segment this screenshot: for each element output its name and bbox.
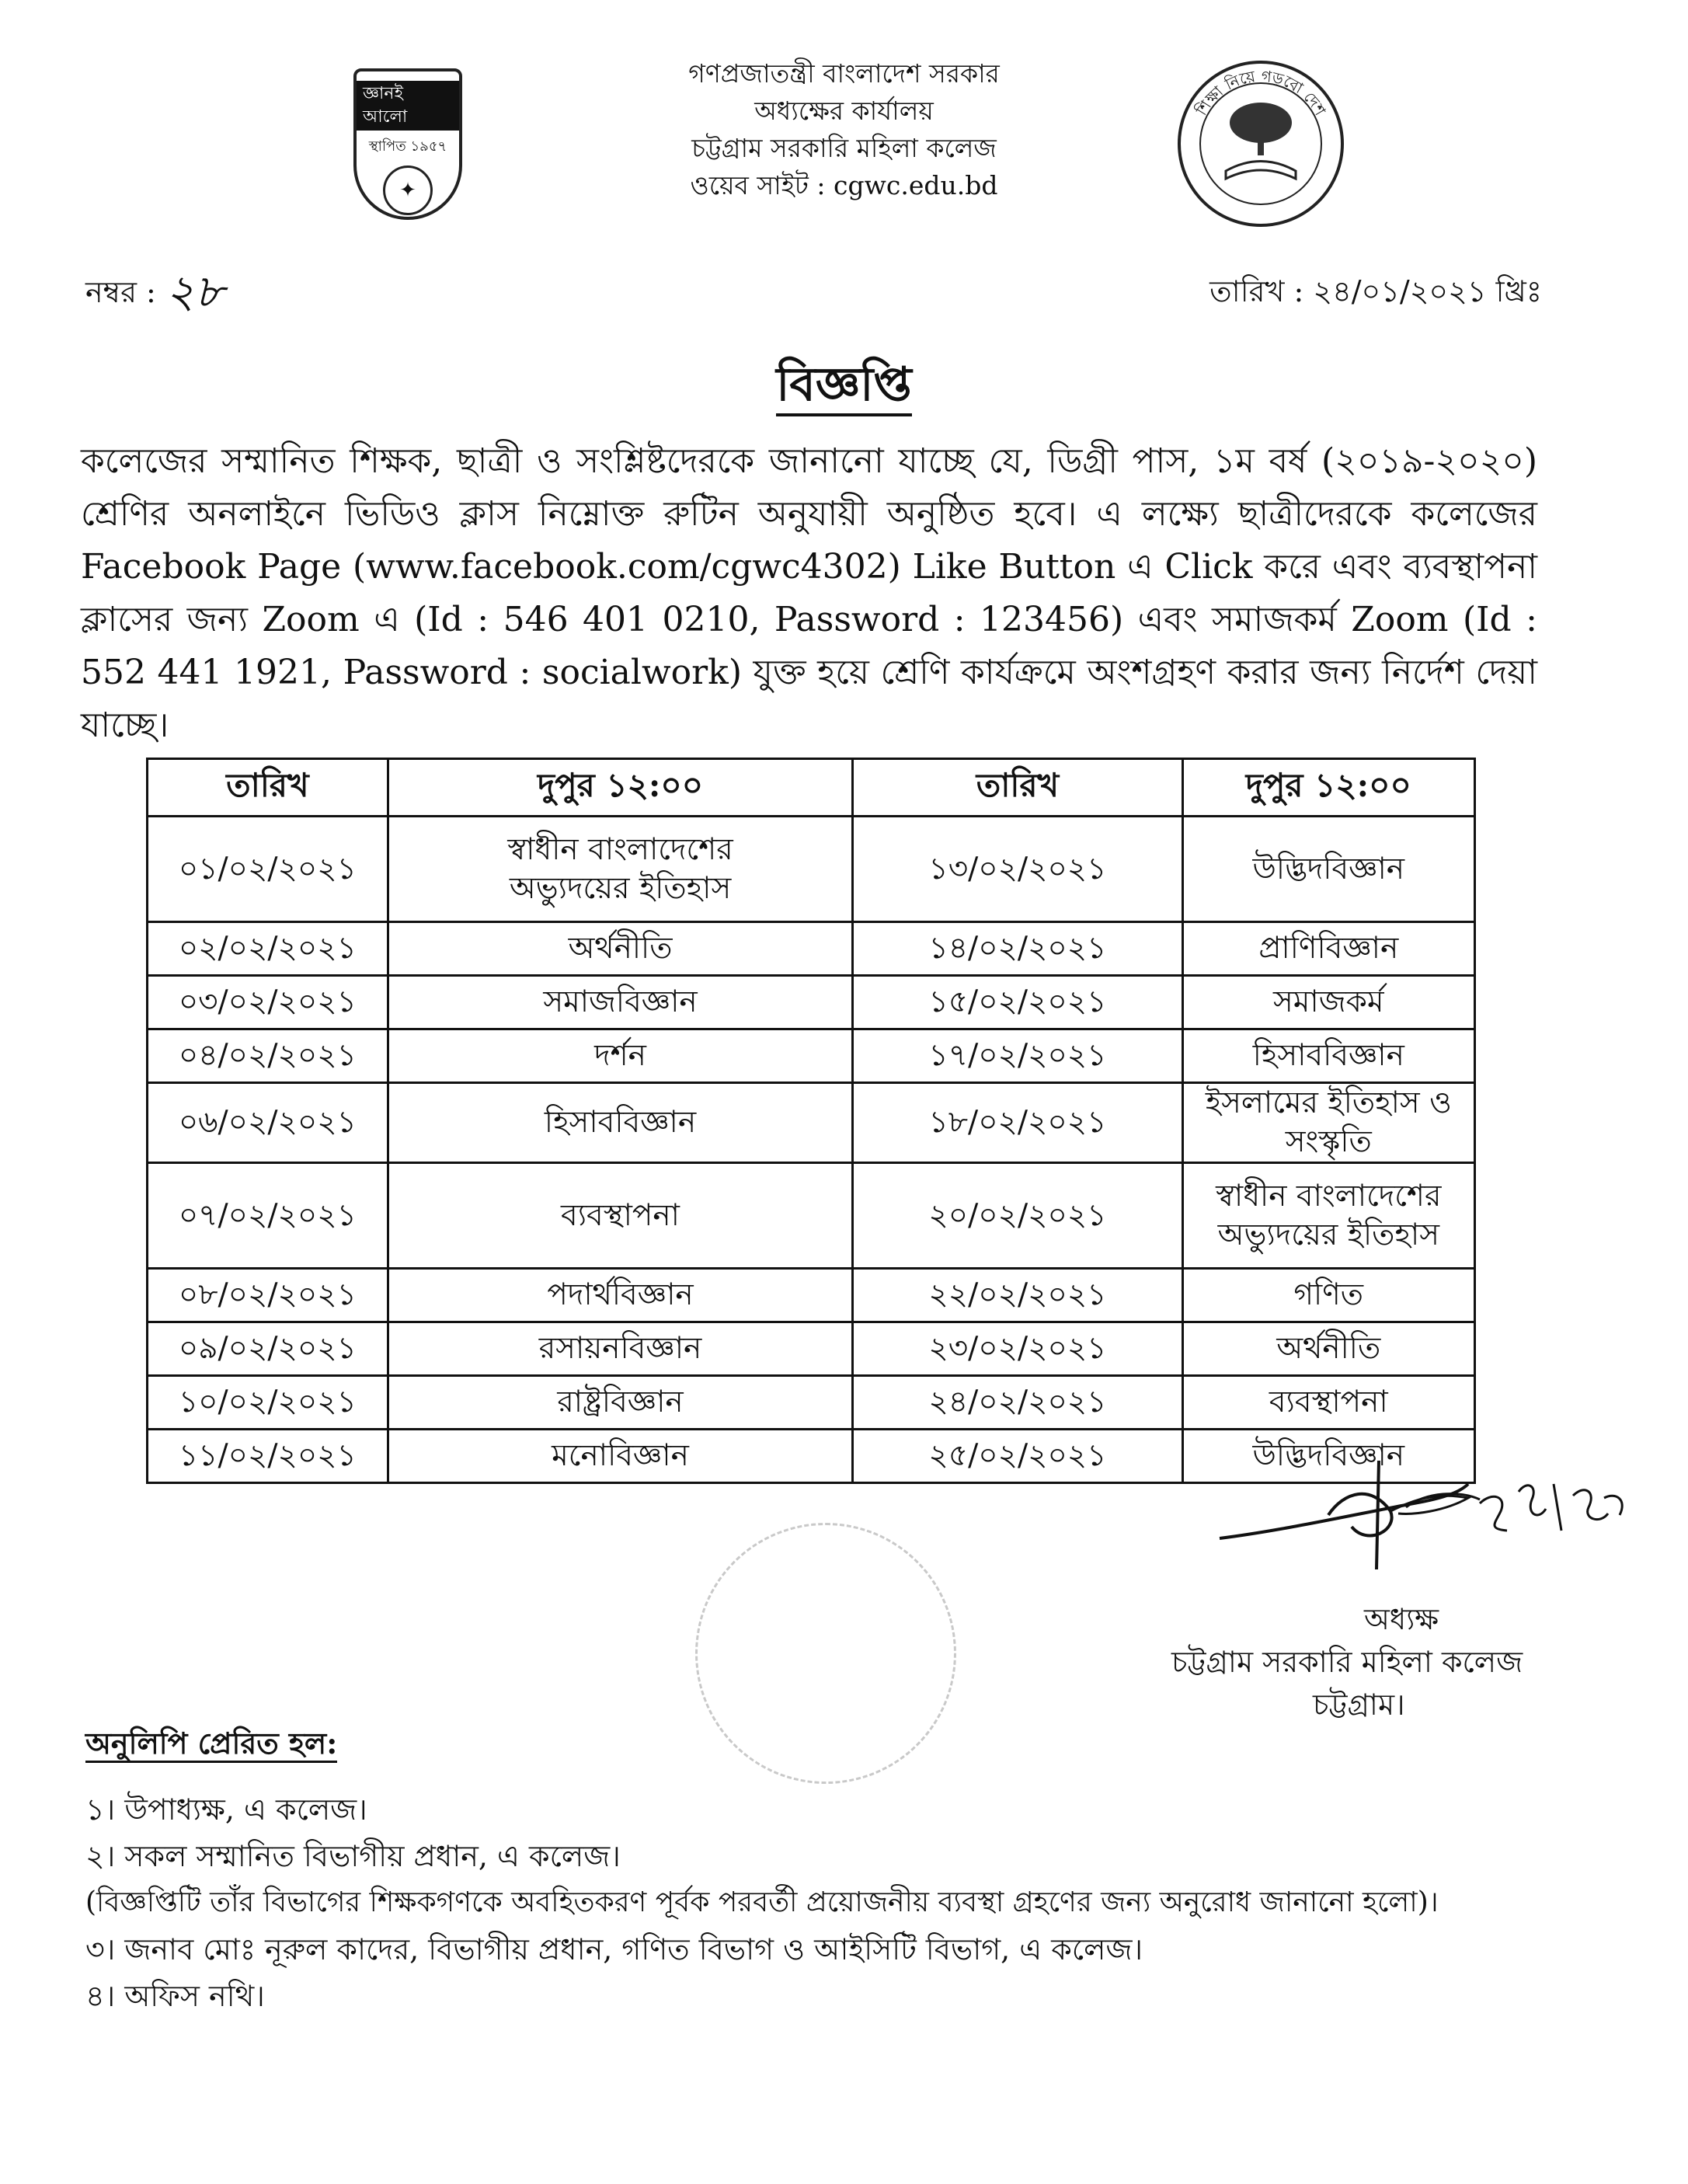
- date-cell-2-text: ২০/০২/২০২১: [928, 1197, 1107, 1233]
- date-cell-2-text: ১৫/০২/২০২১: [928, 984, 1107, 1019]
- memo-number-value: ২৮: [165, 265, 224, 318]
- subject-cell-1: [388, 1029, 853, 1083]
- subject-cell-1-text: রাষ্ট্রবিজ্ঞান: [557, 1385, 684, 1419]
- date-cell-2-text: ১৪/০২/২০২১: [928, 931, 1107, 966]
- column-header-time-2: দুপুর ১২:০০: [1182, 759, 1474, 817]
- crest-emblem-icon: ✦: [383, 165, 433, 215]
- subject-cell-2: [1182, 922, 1474, 976]
- subject-cell-1-text: পদার্থবিজ্ঞান: [547, 1277, 694, 1312]
- notice-body-paragraph: কলেজের সম্মানিত শিক্ষক, ছাত্রী ও সংশ্লিষ্টদেরকে জানানো যাচ্ছে যে, ডিগ্রী পাস, ১ম বর্ষ (২০১৯-২০২০) শ্রেণির অনলাইনে ভিডিও ক্লাস নিম্নোক্ত রুটিন অনুযায়ী অনুষ্ঠিত হবে। এ লক্ষ্যে ছাত্রীদেরকে কলেজের Facebook Page (www.facebook.com/cgwc4302) Like Button এ Click করে এবং ব্যবস্থাপনা ক্লাসের জন্য Zoom এ (Id : 546 401 0210, Password : 123456) এবং সমাজকর্ম Zoom (Id : 552 441 1921, Password : socialwork) যুক্ত হয়ে শ্রেণি কার্যক্রমে অংশগ্রহণ করার জন্য নির্দেশ দেয়া যাচ্ছে।: [81, 441, 1537, 745]
- date-cell-2: [853, 1029, 1182, 1083]
- date-cell-1: [148, 1322, 388, 1376]
- column-header-date-1: তারিখ: [148, 759, 388, 817]
- date-cell-1-text: ০৪/০২/২০২১: [178, 1038, 357, 1073]
- date-cell-1: [148, 922, 388, 976]
- subject-cell-2-text: গণিত: [1293, 1277, 1364, 1312]
- date-cell-1: [148, 1376, 388, 1430]
- notice-title-text: বিজ্ঞপ্তি: [776, 357, 911, 416]
- date-cell-2: [853, 1269, 1182, 1322]
- subject-cell-2: [1182, 1376, 1474, 1430]
- subject-cell-2: [1182, 1269, 1474, 1322]
- subject-cell-2-text: অর্থনীতি: [1276, 1331, 1381, 1366]
- date-cell-2-text: ২৪/০২/২০২১: [928, 1385, 1107, 1419]
- subject-cell-2-text: স্বাধীন বাংলাদেশের: [1216, 1178, 1442, 1214]
- subject-cell-2-text: উদ্ভিদবিজ্ঞান: [1252, 851, 1405, 886]
- subject-cell-2: [1182, 1163, 1474, 1269]
- date-cell-2-text: ১৮/০২/২০২১: [928, 1105, 1107, 1140]
- date-cell-1: [148, 1029, 388, 1083]
- date-cell-1-text: ০১/০২/২০২১: [178, 851, 357, 886]
- date-cell-2-text: ২২/০২/২০২১: [928, 1277, 1107, 1312]
- date-cell-2-text: ২৫/০২/২০২১: [928, 1438, 1107, 1473]
- subject-cell-2-text: ব্যবস্থাপনা: [1269, 1385, 1388, 1419]
- subject-cell-2-text: প্রাণিবিজ্ঞান: [1258, 931, 1399, 966]
- college-header-line: চট্টগ্রাম সরকারি মহিলা কলেজ: [691, 133, 997, 163]
- column-header-date-2: তারিখ: [853, 759, 1182, 817]
- subject-cell-1: [388, 976, 853, 1029]
- date-cell-2: [853, 976, 1182, 1029]
- subject-cell-1-text: হিসাববিজ্ঞান: [544, 1105, 697, 1140]
- subject-cell-1-text: অভ্যুদয়ের ইতিহাস: [509, 870, 732, 906]
- office-header-line: অধ্যক্ষের কার্যালয়: [754, 96, 934, 126]
- subject-cell-1-text: অর্থনীতি: [568, 931, 673, 966]
- faint-seal-stamp: [695, 1523, 956, 1784]
- memo-number-label: নম্বর :: [85, 275, 156, 309]
- date-cell-2: [853, 1376, 1182, 1430]
- copies-heading-text: অনুলিপি প্রেরিত হল:: [85, 1726, 337, 1763]
- copy-item: ৩। জনাব মোঃ নূরুল কাদের, বিভাগীয় প্রধান, গণিত বিভাগ ও আইসিটি বিভাগ, এ কলেজ।: [85, 1932, 1143, 1966]
- table-row: [148, 1029, 1475, 1083]
- subject-cell-2: [1182, 1029, 1474, 1083]
- subject-cell-1: [388, 1163, 853, 1269]
- table-row: [148, 1376, 1475, 1430]
- date-cell-2: [853, 1083, 1182, 1163]
- date-cell-2: [853, 1430, 1182, 1483]
- copies-heading: [85, 1721, 337, 1766]
- govt-header-line: গণপ্রজাতন্ত্রী বাংলাদেশ সরকার: [688, 58, 1000, 89]
- memo-number: [85, 265, 224, 318]
- date-cell-2-text: ১৩/০২/২০২১: [928, 851, 1107, 886]
- signatory-city: চট্টগ্রাম।: [1313, 1688, 1405, 1722]
- subject-cell-2: [1182, 976, 1474, 1029]
- crest-year-label: স্থাপিত ১৯৫৭: [368, 138, 447, 155]
- date-cell-2-text: ২৩/০২/২০২১: [928, 1331, 1107, 1366]
- subject-cell-2-text: উদ্ভিদবিজ্ঞান: [1252, 1438, 1405, 1473]
- date-cell-1-text: ১১/০২/২০২১: [178, 1438, 357, 1473]
- subject-cell-2-text: হিসাববিজ্ঞান: [1252, 1038, 1404, 1073]
- subject-cell-1-text: রসায়নবিজ্ঞান: [538, 1331, 702, 1366]
- subject-cell-1-text: সমাজবিজ্ঞান: [543, 984, 698, 1019]
- date-cell-1: [148, 1269, 388, 1322]
- subject-cell-1: [388, 817, 853, 922]
- date-cell-1-text: ০৮/০২/২০২১: [178, 1277, 357, 1312]
- date-cell-1: [148, 1430, 388, 1483]
- date-cell-1: [148, 817, 388, 922]
- subject-cell-2: [1182, 1322, 1474, 1376]
- date-cell-2: [853, 817, 1182, 922]
- table-header-row: [148, 759, 1475, 817]
- subject-cell-1-text: মনোবিজ্ঞান: [552, 1438, 689, 1473]
- subject-cell-2-text: অভ্যুদয়ের ইতিহাস: [1217, 1217, 1439, 1252]
- subject-cell-1: [388, 1376, 853, 1430]
- subject-cell-1: [388, 922, 853, 976]
- subject-cell-1: [388, 1322, 853, 1376]
- seal-ring-text: শিক্ষা নিয়ে গড়বো দেশ: [1192, 66, 1330, 119]
- table-row: [148, 976, 1475, 1029]
- date-cell-2: [853, 922, 1182, 976]
- subject-cell-2: [1182, 1083, 1474, 1163]
- date-cell-1-text: ০৬/০২/২০২১: [178, 1105, 357, 1140]
- table-row: [148, 817, 1475, 922]
- date-cell-2-text: ১৭/০২/২০২১: [928, 1038, 1107, 1073]
- subject-cell-1: [388, 1430, 853, 1483]
- copy-item: ১। উপাধ্যক্ষ, এ কলেজ।: [85, 1792, 367, 1827]
- date-cell-1: [148, 976, 388, 1029]
- table-row: [148, 1163, 1475, 1269]
- table-row: [148, 1322, 1475, 1376]
- date-cell-1: [148, 1163, 388, 1269]
- date-cell-1-text: ০৩/০২/২০২১: [178, 984, 357, 1019]
- subject-cell-1-text: ব্যবস্থাপনা: [561, 1197, 680, 1233]
- date-cell-2: [853, 1163, 1182, 1269]
- class-routine-table: [146, 758, 1476, 1484]
- signatory-college: চট্টগ্রাম সরকারি মহিলা কলেজ: [1171, 1645, 1523, 1679]
- table-row: [148, 922, 1475, 976]
- principal-signature: [1212, 1437, 1631, 1624]
- subject-cell-1-text: স্বাধীন বাংলাদেশের: [507, 831, 733, 867]
- date-cell-1: [148, 1083, 388, 1163]
- table-row: [148, 1083, 1475, 1163]
- memo-date: তারিখ : ২৪/০১/২০২১ খ্রিঃ: [1209, 274, 1542, 308]
- table-row: [148, 1269, 1475, 1322]
- subject-cell-2-text: ইসলামের ইতিহাস ও সংস্কৃতি: [1205, 1085, 1452, 1159]
- copy-item: ২। সকল সম্মানিত বিভাগীয় প্রধান, এ কলেজ।: [85, 1839, 621, 1873]
- website-header-line: ওয়েব সাইট : cgwc.edu.bd: [690, 170, 998, 200]
- date-cell-1-text: ০২/০২/২০২১: [178, 931, 357, 966]
- notice-title: [0, 354, 1688, 416]
- subject-cell-1: [388, 1083, 853, 1163]
- copy-item: ৪। অফিস নথি।: [85, 1979, 265, 2013]
- subject-cell-2-text: সমাজকর্ম: [1273, 984, 1384, 1019]
- subject-cell-1-text: দর্শন: [594, 1038, 646, 1073]
- subject-cell-1: [388, 1269, 853, 1322]
- date-cell-2: [853, 1322, 1182, 1376]
- column-header-time-1: দুপুর ১২:০০: [388, 759, 853, 817]
- date-cell-1-text: ০৯/০২/২০২১: [178, 1331, 357, 1366]
- signatory-title: অধ্যক্ষ: [1364, 1602, 1439, 1636]
- date-cell-1-text: ০৭/০২/২০২১: [178, 1197, 357, 1233]
- subject-cell-2: [1182, 817, 1474, 922]
- date-cell-1-text: ১০/০২/২০২১: [178, 1385, 357, 1419]
- crest-motto-label: জ্ঞানই আলো: [357, 81, 459, 131]
- copy-item-note: (বিজ্ঞপ্তিটি তাঁর বিভাগের শিক্ষকগণকে অবহিতকরণ পূর্বক পরবর্তী প্রয়োজনীয় ব্যবস্থা গ্রহণের জন্য অনুরোধ জানানো হলো)।: [85, 1886, 1439, 1918]
